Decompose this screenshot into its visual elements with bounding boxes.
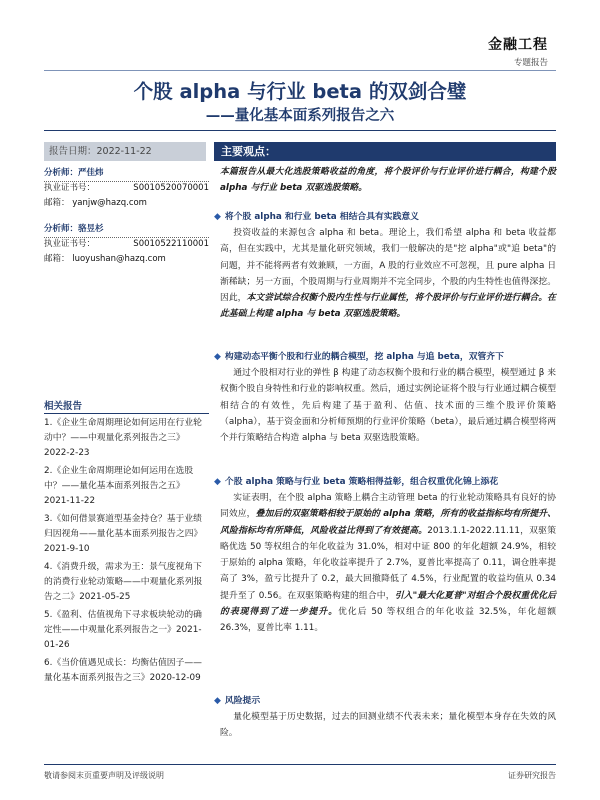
footer-divider bbox=[44, 764, 556, 765]
analyst-email[interactable]: luoyushan@hazq.com bbox=[72, 254, 166, 264]
header-divider bbox=[44, 70, 556, 71]
analyst-email-row bbox=[44, 252, 209, 267]
footer-report-type: 证券研究报告 bbox=[508, 771, 556, 780]
section-heading bbox=[214, 210, 556, 225]
section-heading bbox=[214, 475, 556, 490]
analyst-divider bbox=[44, 237, 209, 238]
related-reports-heading: 相关报告 bbox=[44, 401, 83, 412]
section-body bbox=[220, 490, 556, 637]
report-subtitle: ——量化基本面系列报告之六 bbox=[205, 108, 395, 124]
section-title: 将个股 alpha 和行业 beta 相结合具有实践意义 bbox=[224, 212, 419, 222]
report-category: 金融工程 bbox=[488, 37, 548, 53]
diamond-bullet-icon: ◆ bbox=[214, 212, 221, 222]
cert-number: S0010520070001 bbox=[133, 183, 209, 193]
section-bold-text: 本文尝试综合权衡个股内生性与行业属性，将个股评价与行业评价进行耦合。在此基础上构建 alpha 与 beta 双驱选股策略。 bbox=[220, 293, 556, 320]
analyst-block bbox=[44, 222, 209, 267]
diamond-bullet-icon: ◆ bbox=[214, 696, 221, 706]
section-heading bbox=[214, 694, 556, 709]
section-title: 构建动态平衡个股和行业的耦合模型，挖 alpha 与追 beta，双管齐下 bbox=[224, 352, 504, 362]
related-report-item[interactable]: 3.《如何借景赛道型基金持仓？基于业绩归因视角——量化基本面系列报告之四》2021-9-10 bbox=[44, 514, 203, 554]
diamond-bullet-icon: ◆ bbox=[214, 477, 221, 487]
analyst-cert-row bbox=[44, 181, 209, 196]
title-divider bbox=[44, 130, 556, 131]
section-bold-text: 引入"最大化夏普"对组合个股权重优化后的表现得到了进一步提升。 bbox=[220, 590, 557, 618]
intro-paragraph bbox=[220, 164, 556, 197]
main-points-heading: 主要观点： bbox=[214, 142, 556, 161]
section-text: 投资收益的来源包含 alpha 和 beta。理论上，我们希望 alpha 和 beta 收益都高，但在实践中，尤其是量化研究领域，我们一般解决的是"挖 alpha"或"追 beta"的问题，并不能将两者有效兼顾，一方面，A 股的行业效应不可忽视，且 pure alpha 日渐稀缺；另一方面，个股周期与行业周期并不完全同步，个股的内生特性也值得深挖。因此， bbox=[220, 228, 556, 304]
analyst-email-row bbox=[44, 196, 209, 211]
related-report-item[interactable]: 6.《当价值遇见成长：均衡估值因子——量化基本面系列报告之三》2020-12-09 bbox=[44, 658, 202, 683]
section-title: 个股 alpha 策略与行业 beta 策略相得益彰，组合权重优化锦上添花 bbox=[224, 477, 499, 487]
cert-label: 执业证书号： bbox=[44, 239, 96, 249]
report-type: 专题报告 bbox=[513, 58, 548, 68]
analyst-name: 分析师：严佳炜 bbox=[44, 168, 104, 178]
related-report-item[interactable]: 4.《消费升级，需求为王：景气度视角下的消费行业轮动策略——中观量化系列报告之二》2021-05-25 bbox=[44, 562, 203, 602]
intro-text: 本篇报告从最大化选股策略收益的角度，将个股评价与行业评价进行耦合，构建个股 alpha 与行业 beta 双驱选股策略。 bbox=[220, 167, 556, 194]
section-text: 实证表明，在个股 alpha 策略上耦合主动管理 beta 的行业轮动策略具有良好的协同效应， bbox=[220, 493, 556, 520]
analyst-email[interactable]: yanjw@hazq.com bbox=[72, 198, 147, 208]
section-text: 量化模型基于历史数据，过去的回测业绩不代表未来；量化模型本身存在失效的风险。 bbox=[220, 712, 556, 739]
section-body bbox=[220, 365, 556, 446]
section-text: 优化后 50 等权组合的年化收益 32.5%，年化超额 26.3%，夏普比率 1.11。 bbox=[220, 607, 556, 634]
cert-number: S0010522110001 bbox=[133, 239, 209, 249]
report-title: 个股 alpha 与行业 beta 的双剑合璧 bbox=[133, 80, 467, 103]
email-label: 邮箱： bbox=[44, 254, 70, 264]
diamond-bullet-icon: ◆ bbox=[214, 352, 221, 362]
analyst-block bbox=[44, 166, 209, 211]
section-text: 2013.1.1-2022.11.11，双驱策略优选 50 等权组合的年化收益为 31.0%，相对中证 800 的年化超额 24.9%，相较于原始的 alpha 策略，年化收益率提升了 2.7%，夏普比率提高了 0.11，调仓胜率提高了 3%，盈亏比提升了 0.2，最大回撤降低了 4.5%，行业配置的收益均值从 0.34 提升至了 0.56。在双驱策略构建的组合中， bbox=[220, 525, 556, 601]
cert-label: 执业证书号： bbox=[44, 183, 96, 193]
footer-disclaimer: 敬请参阅末页重要声明及评级说明 bbox=[44, 771, 164, 780]
related-reports-list bbox=[44, 416, 209, 689]
section-title: 风险提示 bbox=[224, 696, 261, 706]
section-text: 通过个股相对行业的弹性 β 构建了动态权衡个股和行业的耦合模型，模型通过 β 来权衡个股自身特性和行业的影响权重。然后，通过实例论证将个股与行业通过耦合模型相结合的有效性，先后构建了基于盈利、估值、技术面的三维个股评价策略（alpha），基于资金面和分析师预期的行业评价策略（beta），最后通过耦合模型将两个并行策略结合构造 alpha 与 beta 双驱选股策略。 bbox=[220, 368, 556, 444]
analyst-cert-row bbox=[44, 237, 209, 252]
related-report-item[interactable]: 2.《企业生命周期理论如何运用在选股中？——量化基本面系列报告之五》2021-11-22 bbox=[44, 466, 194, 506]
section-heading bbox=[214, 350, 556, 365]
section-body bbox=[220, 709, 556, 742]
email-label: 邮箱： bbox=[44, 198, 70, 208]
report-date: 报告日期：2022-11-22 bbox=[44, 142, 206, 161]
related-report-item[interactable]: 1.《企业生命周期理论如何运用在行业轮动中？——中观量化系列报告之三》2022-2-23 bbox=[44, 418, 202, 458]
section-body bbox=[220, 225, 556, 323]
analyst-divider bbox=[44, 181, 209, 182]
related-divider bbox=[44, 413, 209, 414]
related-report-item[interactable]: 5.《盈利、估值视角下寻求板块轮动的确定性——中观量化系列报告之一》2021-01-26 bbox=[44, 610, 202, 650]
analyst-name: 分析师：骆昱杉 bbox=[44, 224, 104, 234]
section-bold-text: 叠加后的双驱策略相较于原始的 alpha 策略，所有的收益指标均有所提升、风险指标均有所降低，风险收益比得到了有效提高。 bbox=[220, 509, 556, 536]
